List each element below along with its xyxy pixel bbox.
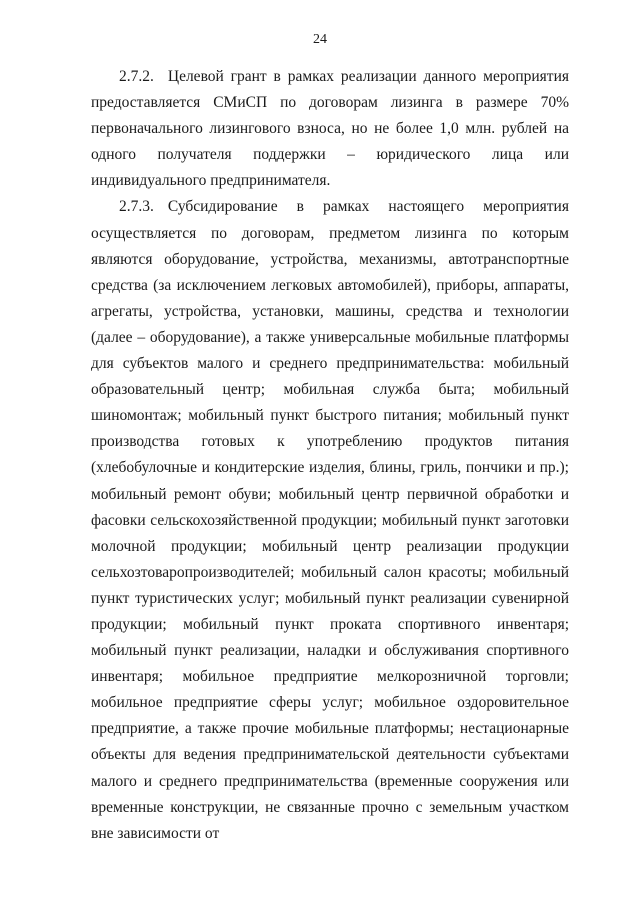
paragraph-2-7-2 [91,64,569,194]
page-number: 24 [313,32,327,47]
paragraph-2-7-3 [91,194,569,846]
clause-number: 2.7.2. [119,68,154,85]
paragraph-text: Целевой грант в рамках реализации данного мероприятия предоставляется СМиСП по договорам лизинга в размере 70% первоначального лизингового взноса, но не более 1,0 млн. рублей на одного получателя поддержки – юридического лица или индивидуального предпринимателя. [91,68,569,190]
clause-number: 2.7.3. [119,198,154,216]
paragraph-text: Субсидирование в рамках настоящего мероприятия осуществляется по договорам, предметом лизинга по которым являются оборудование, устройства, механизмы, автотранспортные средства (за исключением легковых автомобилей), приборы, аппараты, агрегаты, устройства, установки, машины, средства и технологии (далее – оборудование), а также универсальные мобильные платформы для субъектов малого и среднего предпринимательства: мобильный образовательный центр; мобильная служба быта; мобильный шиномонтаж; мобильный пункт быстрого питания; мобильный пункт производства готовых к употреблению продуктов питания (хлебобулочные и кондитерские изделия, блины, гриль, пончики и пр.); мобильный ремонт обуви; мобильный центр первичной обработки и фасовки сельскохозяйственной продукции; мобильный пункт заготовки молочной продукции; мобильный центр реализации продукции сельхозтоваропроизводителей; мобильный салон красоты; мобильный пункт туристических услуг; мобильный пункт реализации сувенирной продукции; мобильный пункт проката спортивного инвентаря; мобильный пункт реализации, наладки и обслуживания спортивного инвентаря; мобильное предприятие мелкорозничной торговли; мобильное предприятие сферы услуг; мобильное оздоровительное предприятие, а также прочие мобильные платформы; нестационарные объекты для ведения предпринимательской деятельности субъектами малого и среднего предпринимательства (временные сооружения или временные конструкции, не связанные прочно с земельным участком вне зависимости от [91,198,569,842]
document-body [91,64,569,847]
